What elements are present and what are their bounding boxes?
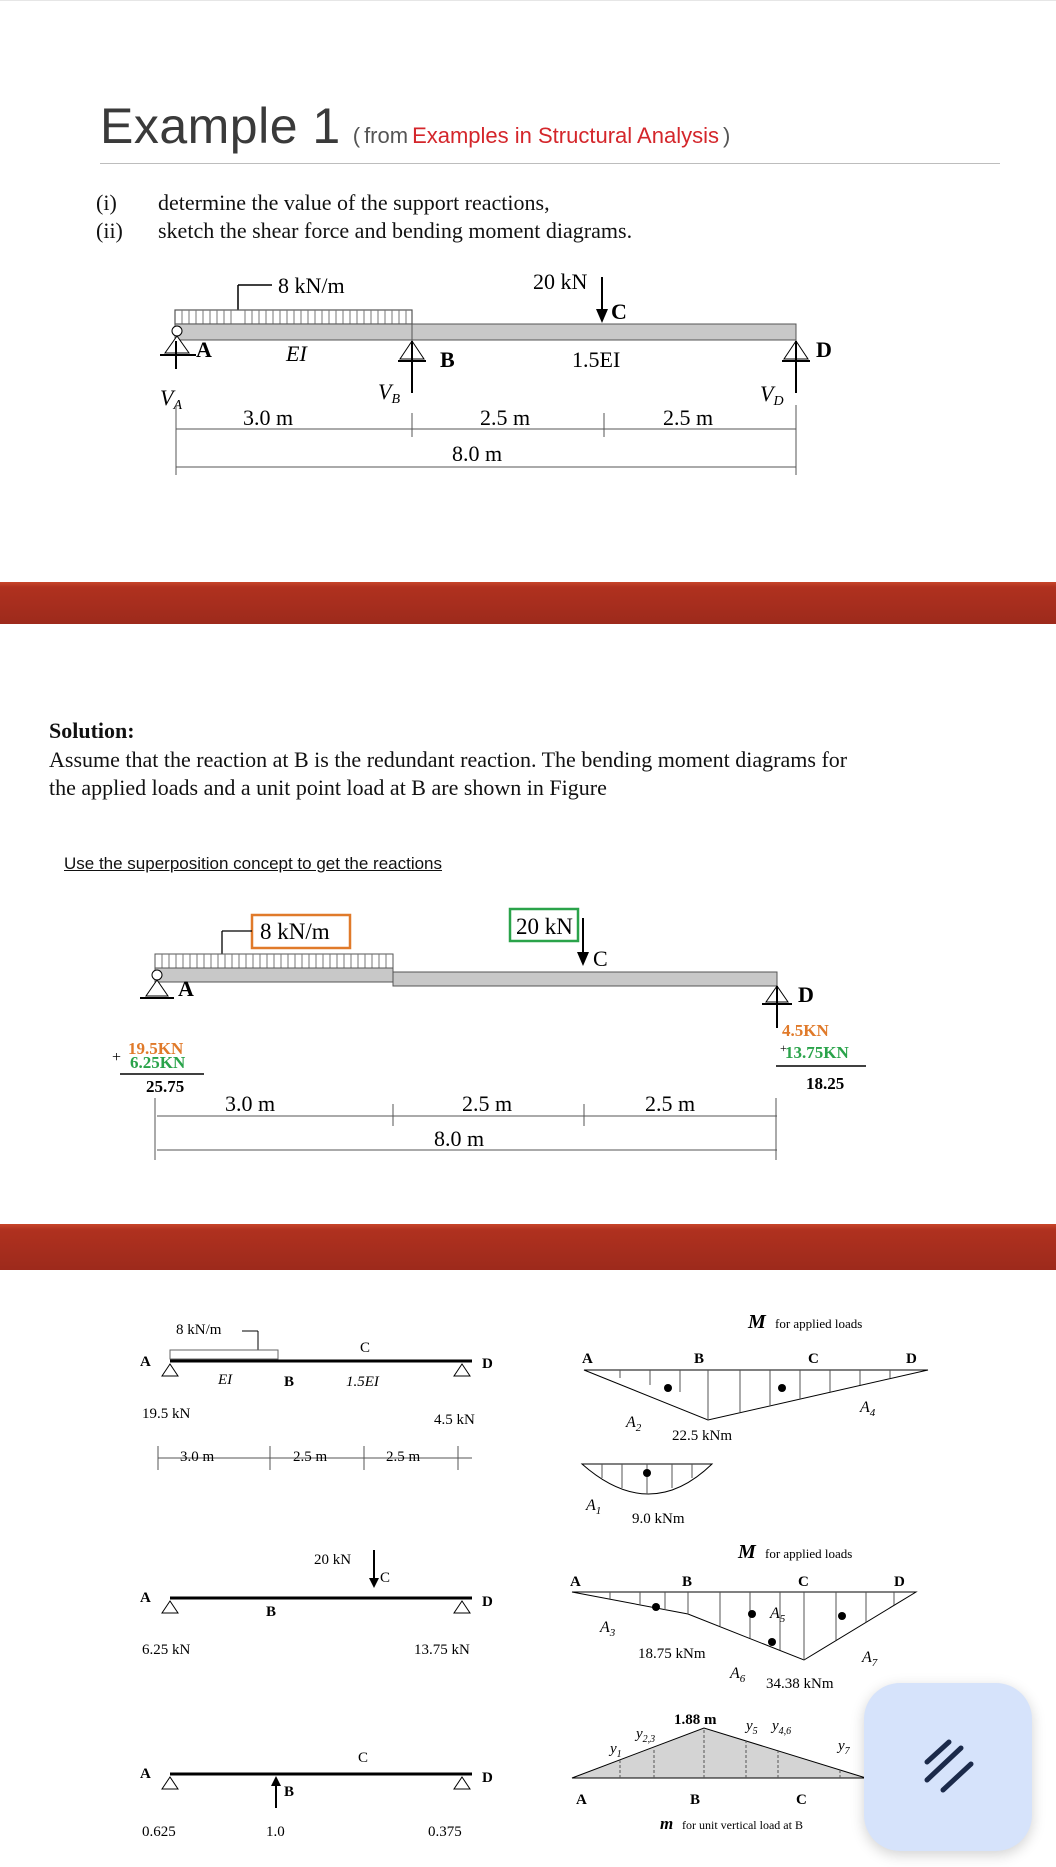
dim-3m: 3.0 m xyxy=(243,405,294,430)
point-load-label: 20 kN xyxy=(516,914,573,939)
reaction-b: 1.0 xyxy=(266,1824,285,1840)
label-d: D xyxy=(906,1351,917,1367)
label-b: B xyxy=(694,1351,705,1367)
ordinate-y5: $y_5$ xyxy=(746,1718,758,1737)
area-a3: $A_3$ xyxy=(600,1619,616,1639)
slide-separator xyxy=(0,582,1056,624)
support-a xyxy=(162,1601,178,1613)
moment-value-udl: 9.0 kNm xyxy=(632,1511,685,1527)
reaction-a-total: 25.75 xyxy=(146,1077,185,1096)
area-a1: $A_1$ xyxy=(586,1497,602,1517)
reaction-d-point: 13.75KN xyxy=(785,1043,849,1062)
dim-25m-1: 2.5 m xyxy=(462,1091,513,1116)
label-b: B xyxy=(440,347,455,372)
point-load-arrowhead xyxy=(369,1578,379,1588)
support-d xyxy=(454,1777,470,1789)
reaction-d-total: 18.25 xyxy=(806,1074,845,1093)
centroid-marker xyxy=(652,1603,660,1611)
task-num: (ii) xyxy=(96,218,123,243)
label-b: B xyxy=(284,1374,295,1390)
moment-diagram-1 xyxy=(582,1311,928,1527)
paren-close: ) xyxy=(722,123,731,148)
area-a4: $A_4$ xyxy=(860,1399,876,1419)
beam-diagram-1 xyxy=(0,1,1056,583)
unit-moment-title-m: m xyxy=(660,1814,674,1833)
peak-value: 1.88 m xyxy=(674,1712,717,1728)
label-b: B xyxy=(690,1792,701,1808)
moment-title-m: M xyxy=(738,1541,756,1563)
ordinate-y46: $y_{4,6}$ xyxy=(772,1718,792,1737)
label-c: C xyxy=(593,946,608,971)
support-a xyxy=(162,1364,178,1376)
label-a: A xyxy=(178,976,194,1001)
dim-25m-2: 2.5 m xyxy=(386,1449,421,1465)
point-load-label: 20 kN xyxy=(533,269,588,294)
centroid-marker xyxy=(664,1384,672,1392)
task-text: determine the value of the support reactions, xyxy=(158,190,550,215)
dim-total: 8.0 m xyxy=(434,1126,485,1151)
label-d: D xyxy=(482,1770,493,1786)
label-d: D xyxy=(894,1574,905,1590)
udl-label: 8 kN/m xyxy=(176,1322,222,1338)
label-ei: EI xyxy=(286,341,307,366)
centroid-marker xyxy=(748,1610,756,1618)
plus-sign-a: + xyxy=(112,1049,122,1066)
label-a: A xyxy=(570,1574,581,1590)
moment-title-m: M xyxy=(748,1311,766,1333)
label-b: B xyxy=(284,1784,295,1800)
label-15ei: 1.5EI xyxy=(346,1374,379,1390)
label-d: D xyxy=(482,1594,493,1610)
label-15ei: 1.5EI xyxy=(572,347,621,372)
label-c: C xyxy=(798,1574,809,1590)
area-a6: $A_6$ xyxy=(730,1665,746,1685)
centroid-marker xyxy=(768,1638,776,1646)
superposition-note: Use the superposition concept to get the reactions xyxy=(64,854,443,873)
label-c: C xyxy=(380,1570,391,1586)
support-d xyxy=(454,1364,470,1376)
udl-label: 8 kN/m xyxy=(278,273,345,298)
area-a5: $A_5$ xyxy=(770,1605,786,1625)
moment-title-text: for applied loads xyxy=(775,1316,863,1331)
support-a-pin xyxy=(152,970,162,980)
reaction-a-udl: 19.5KN xyxy=(128,1039,184,1058)
area-a2: $A_2$ xyxy=(626,1414,642,1434)
dim-3m: 3.0 m xyxy=(180,1449,215,1465)
label-ei: EI xyxy=(218,1372,233,1388)
centroid-marker xyxy=(838,1612,846,1620)
edit-pen-icon xyxy=(917,1736,979,1798)
plus-sign-d: + xyxy=(780,1041,787,1055)
dim-25m-2: 2.5 m xyxy=(645,1091,696,1116)
reaction-vd: VD xyxy=(760,381,784,409)
moment-triangle xyxy=(584,1370,928,1420)
ordinate-y1: $y_1$ xyxy=(610,1741,622,1760)
moment-value-b: 22.5 kNm xyxy=(672,1428,732,1444)
ordinate-y7: $y_7$ xyxy=(838,1738,850,1757)
task-text: sketch the shear force and bending moment diagrams. xyxy=(158,218,633,243)
label-a: A xyxy=(582,1351,593,1367)
reaction-a: 6.25 kN xyxy=(142,1642,191,1658)
beam-segment-bd xyxy=(393,972,777,986)
point-load-label: 20 kN xyxy=(314,1552,352,1568)
solution-line: Assume that the reaction at B is the redundant reaction. The bending moment diagrams for xyxy=(49,747,848,772)
source-link[interactable]: Examples in Structural Analysis xyxy=(412,123,719,148)
label-c: C xyxy=(796,1792,807,1808)
label-a: A xyxy=(196,337,212,362)
reaction-a: 0.625 xyxy=(142,1824,176,1840)
moment-diagram-3 xyxy=(572,1712,866,1833)
unit-load-arrowhead xyxy=(271,1776,281,1786)
beam-segment-bd xyxy=(412,324,796,340)
udl-block xyxy=(170,1350,278,1359)
paren-open: ( xyxy=(352,123,361,148)
label-a: A xyxy=(140,1766,151,1782)
label-c: C xyxy=(808,1351,819,1367)
ordinate-y23: $y_{2,3}$ xyxy=(636,1726,656,1745)
solution-line: the applied loads and a unit point load at B are shown in Figure xyxy=(49,775,607,800)
dim-25m-1: 2.5 m xyxy=(293,1449,328,1465)
moment-title-text: for applied loads xyxy=(765,1546,853,1561)
reaction-d: 4.5 kN xyxy=(434,1412,475,1428)
label-c: C xyxy=(358,1750,369,1766)
support-d xyxy=(454,1601,470,1613)
dim-25m-1: 2.5 m xyxy=(480,405,531,430)
label-a: A xyxy=(576,1792,587,1808)
dim-25m-2: 2.5 m xyxy=(663,405,714,430)
centroid-marker xyxy=(778,1384,786,1392)
dim-3m: 3.0 m xyxy=(225,1091,276,1116)
udl-label: 8 kN/m xyxy=(260,919,330,944)
label-c: C xyxy=(360,1340,371,1356)
support-a xyxy=(162,1777,178,1789)
reaction-va: VA xyxy=(160,385,183,413)
moment-value-c: 34.38 kNm xyxy=(766,1676,834,1692)
moment-value-b: 18.75 kNm xyxy=(638,1646,706,1662)
slide-solution xyxy=(0,652,1056,1224)
reaction-d: 13.75 kN xyxy=(414,1642,470,1658)
unit-moment-title-text: for unit vertical load at B xyxy=(682,1818,803,1832)
area-a7: $A_7$ xyxy=(862,1649,878,1669)
reaction-d-udl: 4.5KN xyxy=(782,1021,829,1040)
from-label: from xyxy=(364,123,409,148)
label-d: D xyxy=(798,982,814,1007)
moment-diagram-2 xyxy=(570,1541,916,1692)
support-a-pin xyxy=(172,326,182,336)
edit-fab-button[interactable] xyxy=(864,1683,1032,1851)
left-beam-2 xyxy=(140,1550,493,1658)
dim-total: 8.0 m xyxy=(452,441,503,466)
label-d: D xyxy=(482,1356,493,1372)
left-beam-3 xyxy=(140,1750,493,1840)
left-beam-1 xyxy=(140,1322,493,1470)
label-a: A xyxy=(140,1590,151,1606)
slide-example xyxy=(0,0,1056,583)
label-c: C xyxy=(611,299,627,324)
example-title-text: Example 1 xyxy=(100,98,341,154)
reaction-d: 0.375 xyxy=(428,1824,462,1840)
solution-heading: Solution: xyxy=(49,718,135,743)
label-b: B xyxy=(682,1574,693,1590)
label-d: D xyxy=(816,337,832,362)
task-num: (i) xyxy=(96,190,117,215)
label-a: A xyxy=(140,1354,151,1370)
point-load-arrowhead xyxy=(596,309,608,323)
reaction-a-point: 6.25KN xyxy=(130,1053,186,1072)
centroid-marker xyxy=(643,1469,651,1477)
label-b: B xyxy=(266,1604,277,1620)
slide-separator xyxy=(0,1224,1056,1270)
reaction-vb: VB xyxy=(378,379,401,407)
reaction-a: 19.5 kN xyxy=(142,1406,191,1422)
beam-diagram-2 xyxy=(0,652,1056,1224)
point-load-arrowhead xyxy=(577,952,589,966)
